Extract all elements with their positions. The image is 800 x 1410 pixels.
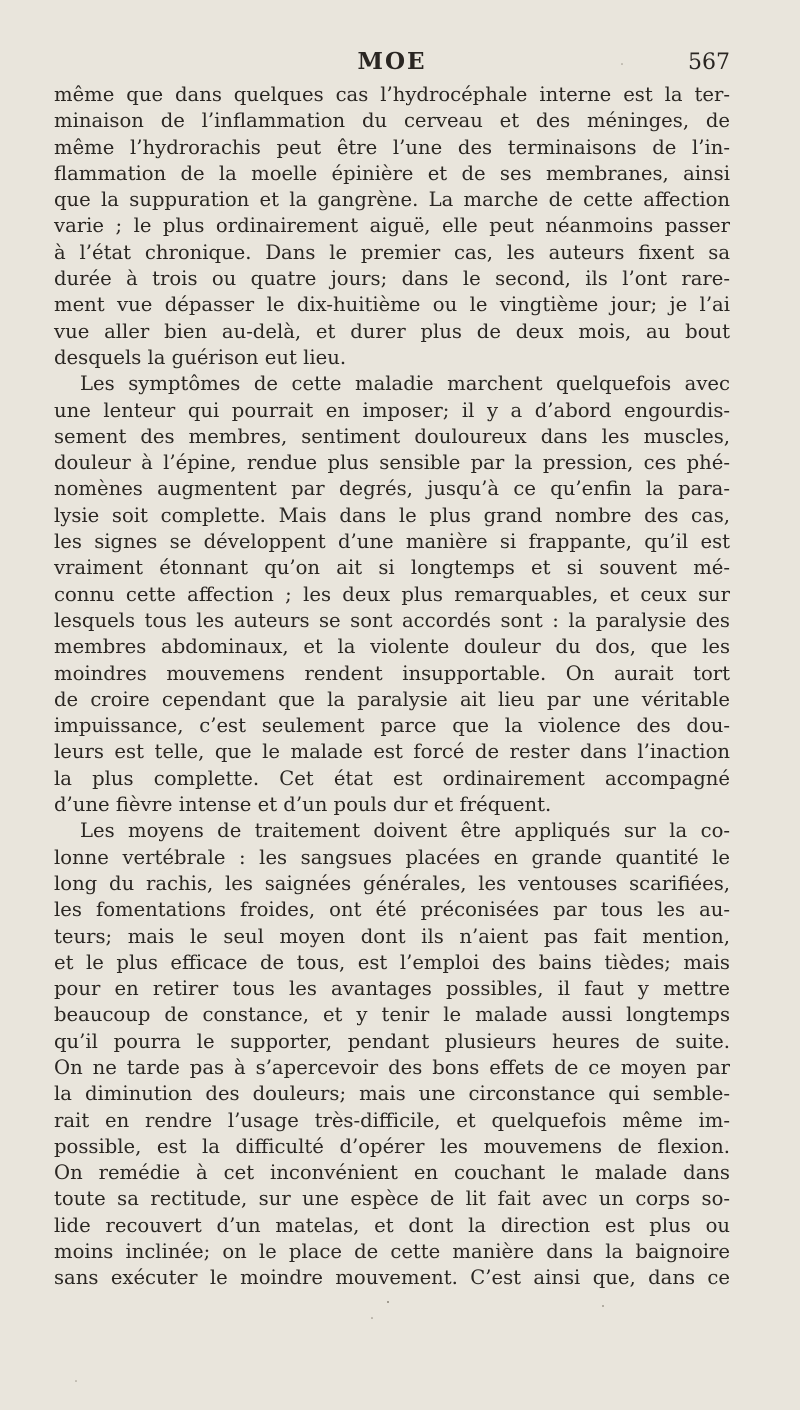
text-line: desquels la guérison eut lieu. <box>54 345 347 369</box>
page-number: 567 <box>688 50 730 75</box>
text-line: moins inclinée; on le place de cette manière dans la baignoire <box>54 1240 730 1264</box>
text-line: qu’il pourra le supporter, pendant plusieurs heures de suite. <box>54 1029 730 1053</box>
text-line: flammation de la moelle épinière et de ses membranes, ainsi <box>54 161 730 185</box>
text-line: leurs est telle, que le malade est forcé de rester dans l’inaction <box>54 740 730 764</box>
text-line: toute sa rectitude, sur une espèce de lit fait avec un corps so- <box>54 1187 730 1211</box>
text-line: à l’état chronique. Dans le premier cas, les auteurs fixent sa <box>54 240 730 264</box>
text-line: ment vue dépasser le dix-huitième ou le vingtième jour; je l’ai <box>54 293 730 317</box>
text-line: même que dans quelques cas l’hydrocéphale interne est la ter- <box>54 83 730 106</box>
text-line: lide recouvert d’un matelas, et dont la direction est plus ou <box>54 1213 730 1237</box>
text-line: membres abdominaux, et la violente douleur du dos, que les <box>54 635 730 659</box>
text-line: une lenteur qui pourrait en imposer; il y a d’abord engourdis- <box>54 398 730 422</box>
text-line: On remédie à cet inconvénient en couchant le malade dans <box>54 1161 730 1185</box>
text-line: vue aller bien au-delà, et durer plus de deux mois, au bout <box>54 319 730 343</box>
text-line: Les moyens de traitement doivent être appliqués sur la co- <box>80 819 730 843</box>
text-line: lonne vertébrale : les sangsues placées en grande quantité le <box>54 845 730 869</box>
text-line: moindres mouvemens rendent insupportable. On aurait tort <box>54 661 730 685</box>
text-line: durée à trois ou quatre jours; dans le second, ils l’ont rare- <box>54 267 730 291</box>
text-line: impuissance, c’est seulement parce que la violence des dou- <box>54 714 730 738</box>
text-line: connu cette affection ; les deux plus remarquables, et ceux sur <box>54 582 730 606</box>
text-line: pour en retirer tous les avantages possibles, il faut y mettre <box>54 977 730 1001</box>
text-line: la plus complette. Cet état est ordinairement accompagné <box>54 766 730 790</box>
text-line: Les symptômes de cette maladie marchent quelquefois avec <box>80 372 730 396</box>
body-text <box>54 82 730 1292</box>
paragraph <box>54 82 730 371</box>
text-line: les signes se développent d’une manière si frappante, qu’il est <box>54 530 730 554</box>
text-line: lysie soit complette. Mais dans le plus grand nombre des cas, <box>54 503 730 527</box>
text-line: d’une fièvre intense et d’un pouls dur et fréquent. <box>54 793 552 817</box>
text-line: rait en rendre l’usage très-difficile, et quelquefois même im- <box>54 1108 730 1132</box>
page-header <box>54 48 730 82</box>
text-line: beaucoup de constance, et y tenir le malade aussi longtemps <box>54 1003 730 1027</box>
text-line: nomènes augmentent par degrés, jusqu’à ce qu’enfin la para- <box>54 477 730 501</box>
text-line: sans exécuter le moindre mouvement. C’est ainsi que, dans ce <box>54 1266 730 1290</box>
text-line: possible, est la difficulté d’opérer les mouvemens de flexion. <box>54 1134 730 1158</box>
paragraph <box>54 371 730 818</box>
text-line: On ne tarde pas à s’apercevoir des bons effets de ce moyen par <box>54 1055 730 1079</box>
text-line: vraiment étonnant qu’on ait si longtemps et si souvent mé- <box>54 556 730 580</box>
text-line: minaison de l’inflammation du cerveau et des méninges, de <box>54 109 730 133</box>
text-line: teurs; mais le seul moyen dont ils n’aient pas fait mention, <box>54 924 730 948</box>
text-line: et le plus efficace de tous, est l’emploi des bains tièdes; mais <box>54 950 730 974</box>
text-line: douleur à l’épine, rendue plus sensible par la pression, ces phé- <box>54 451 730 475</box>
text-line: sement des membres, sentiment douloureux dans les muscles, <box>54 424 730 448</box>
paragraph <box>54 818 730 1291</box>
text-line: les fomentations froides, ont été préconisées par tous les au- <box>54 898 730 922</box>
text-line: que la suppuration et la gangrène. La marche de cette affection <box>54 188 730 212</box>
text-line: de croire cependant que la paralysie ait lieu par une véritable <box>54 687 730 711</box>
running-head: MOE <box>357 48 427 75</box>
text-line: la diminution des douleurs; mais une circonstance qui semble- <box>54 1082 730 1106</box>
text-line: même l’hydrorachis peut être l’une des terminaisons de l’in- <box>54 135 730 159</box>
text-line: long du rachis, les saignées générales, les ventouses scarifiées, <box>54 871 730 895</box>
text-line: varie ; le plus ordinairement aiguë, elle peut néanmoins passer <box>54 214 730 238</box>
text-line: lesquels tous les auteurs se sont accordés sont : la paralysie des <box>54 608 730 632</box>
